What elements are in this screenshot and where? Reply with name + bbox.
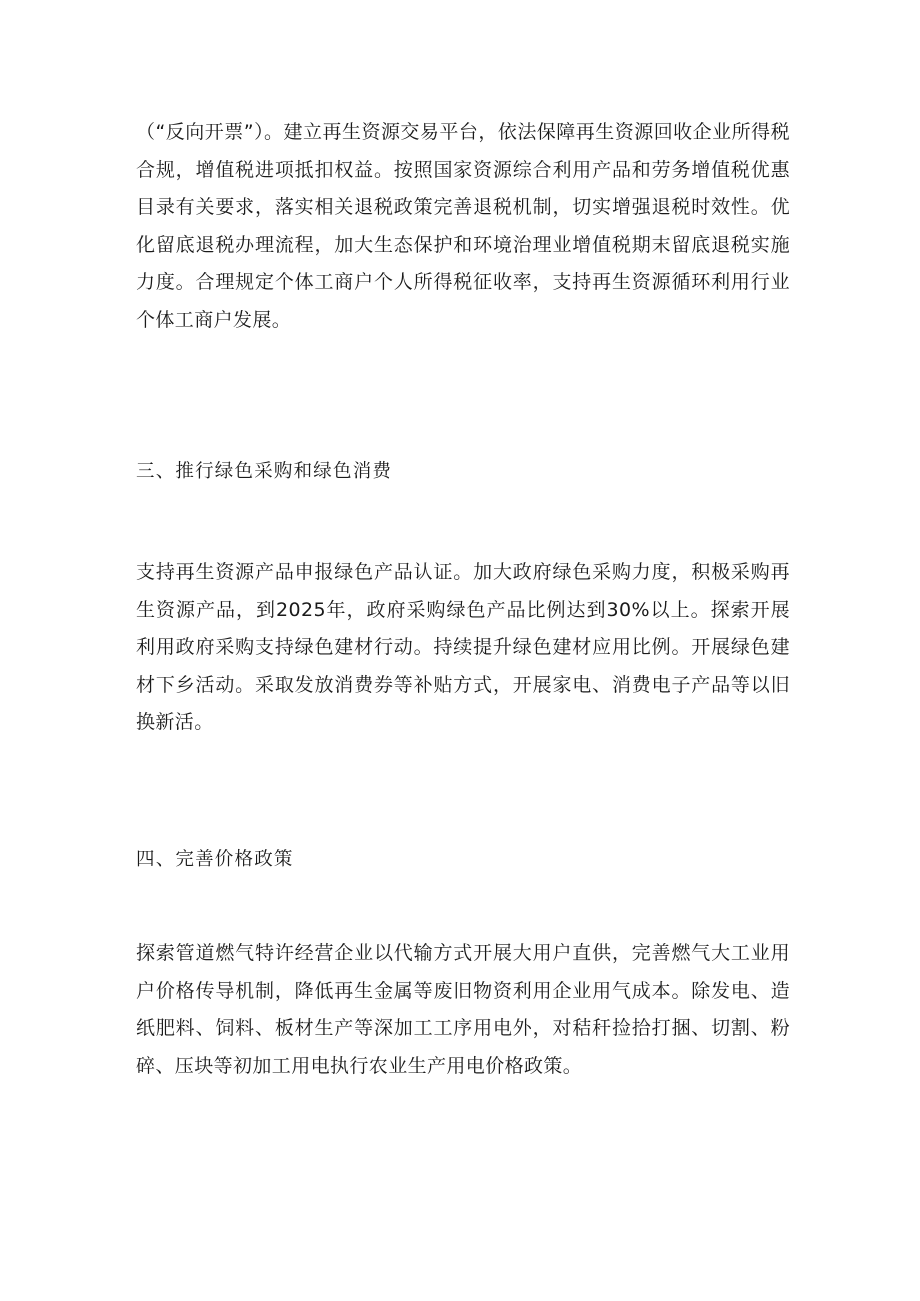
- paragraph-text: （“反向开票”）。建立再生资源交易平台，依法保障再生资源回收企业所得税合规，增值税进项抵扣权益。按照国家资源综合利用产品和劳务增值税优惠目录有关要求，落实相关退税政策完善退税机制，切实增强退税时效性。优化留底退税办理流程，加大生态保护和环境治理业增值税期末留底退税实施力度。合理规定个体工商户个人所得税征收率，支持再生资源循环利用行业个体工商户发展。: [136, 121, 790, 331]
- paragraph-text: 支持再生资源产品申报绿色产品认证。加大政府绿色采购力度，积极采购再生资源产品，到2025年，政府采购绿色产品比例达到30%以上。探索开展利用政府采购支持绿色建材行动。持续提升绿色建材应用比例。开展绿色建材下乡活动。采取发放消费券等补贴方式，开展家电、消费电子产品等以旧换新活。: [136, 561, 790, 733]
- paragraph-tax-policy: [136, 114, 790, 339]
- paragraph-text: 探索管道燃气特许经营企业以代输方式开展大用户直供，完善燃气大工业用户价格传导机制，降低再生金属等废旧物资利用企业用气成本。除发电、造纸肥料、饲料、板材生产等深加工工序用电外，对秸秆捡拾打捆、切割、粉碎、压块等初加工用电执行农业生产用电价格政策。: [136, 942, 790, 1077]
- paragraph-price-policy: [136, 935, 790, 1085]
- heading-green-procurement: [136, 459, 790, 485]
- paragraph-green-procurement: [136, 554, 790, 742]
- section-heading: 三、推行绿色采购和绿色消费: [136, 461, 393, 482]
- section-heading: 四、完善价格政策: [136, 849, 294, 870]
- heading-price-policy: [136, 847, 790, 873]
